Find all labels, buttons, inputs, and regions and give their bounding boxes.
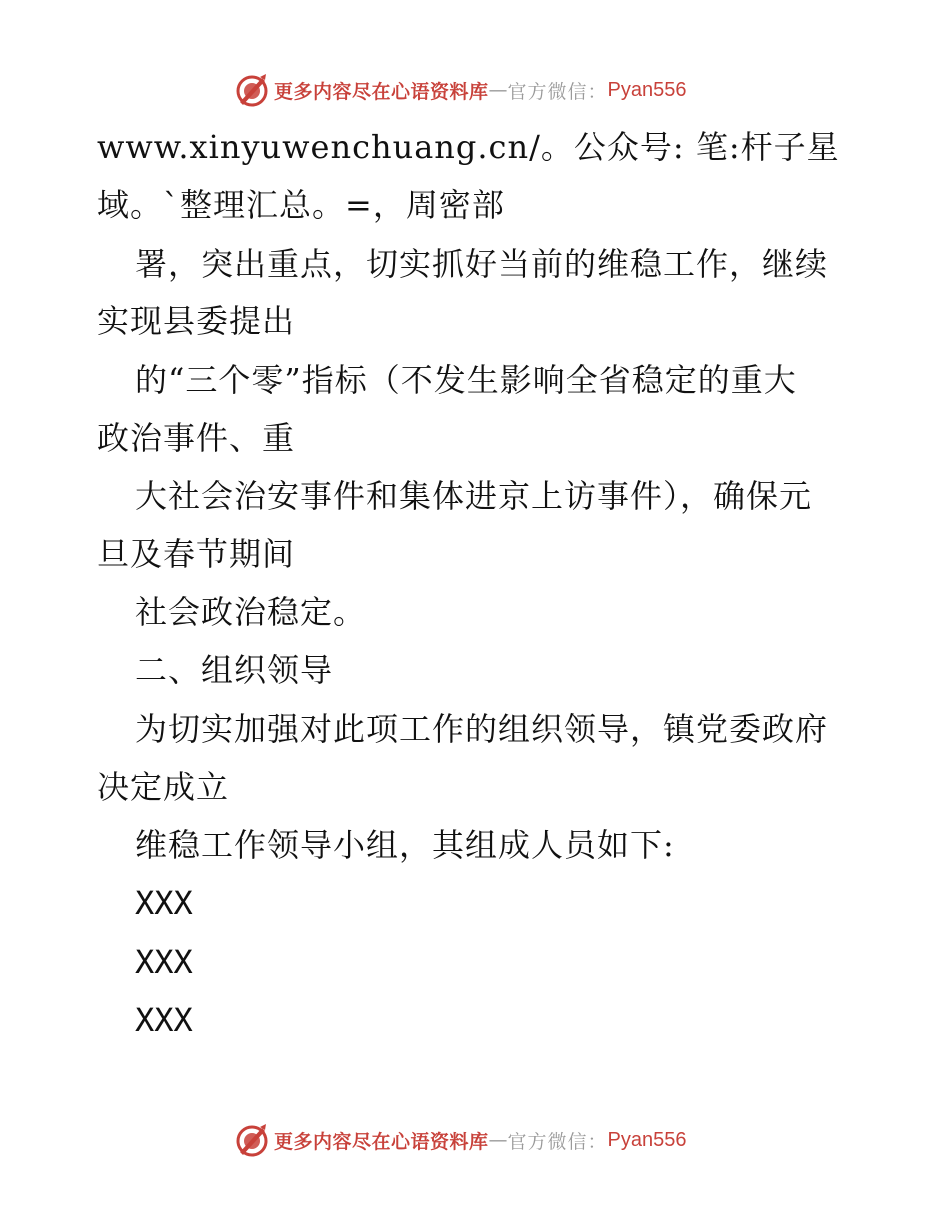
body-line: 的“三个零”指标（不发生影响全省稳定的重大 <box>135 361 797 399</box>
body-line: 决定成立 <box>97 768 230 806</box>
banner-wechat-label: 官方微信： <box>507 80 608 103</box>
banner-dash: — <box>488 1129 508 1151</box>
banner-brand-text: 更多内容尽在心语资料库 <box>274 80 489 103</box>
body-line: 维稳工作领导小组，其组成人员如下: <box>135 826 675 864</box>
footer-banner <box>0 1120 950 1160</box>
body-line: 实现县委提出 <box>97 302 296 340</box>
body-line: 社会政治稳定。 <box>135 593 367 631</box>
body-line: 政治事件、重 <box>97 419 296 457</box>
banner-wechat-id: Pyan556 <box>607 1128 687 1151</box>
body-line: 域。`整理汇总。=，周密部 <box>97 186 505 224</box>
banner-content <box>234 1122 687 1158</box>
body-line: 署，突出重点，切实抓好当前的维稳工作，继续 <box>135 245 829 283</box>
header-banner <box>0 70 950 110</box>
banner-brand-text: 更多内容尽在心语资料库 <box>274 1130 489 1153</box>
writing-pen-circle-icon <box>234 72 270 108</box>
section-heading: 二、组织领导 <box>135 651 334 689</box>
member-name: XXX <box>135 1001 193 1039</box>
body-line-url: www.xinyuwenchuang.cn/。公众号: 笔:杆子星 <box>97 128 840 166</box>
banner-wechat-id: Pyan556 <box>607 78 687 101</box>
member-name: XXX <box>135 943 193 981</box>
body-line: 大社会治安事件和集体进京上访事件），确保元 <box>135 477 813 515</box>
member-name: XXX <box>135 884 193 922</box>
writing-pen-circle-icon <box>234 1122 270 1158</box>
banner-dash: — <box>488 79 508 101</box>
banner-content <box>234 72 687 108</box>
body-line: 为切实加强对此项工作的组织领导，镇党委政府 <box>135 710 829 748</box>
banner-wechat-label: 官方微信： <box>507 1130 608 1153</box>
body-line: 旦及春节期间 <box>97 535 296 573</box>
